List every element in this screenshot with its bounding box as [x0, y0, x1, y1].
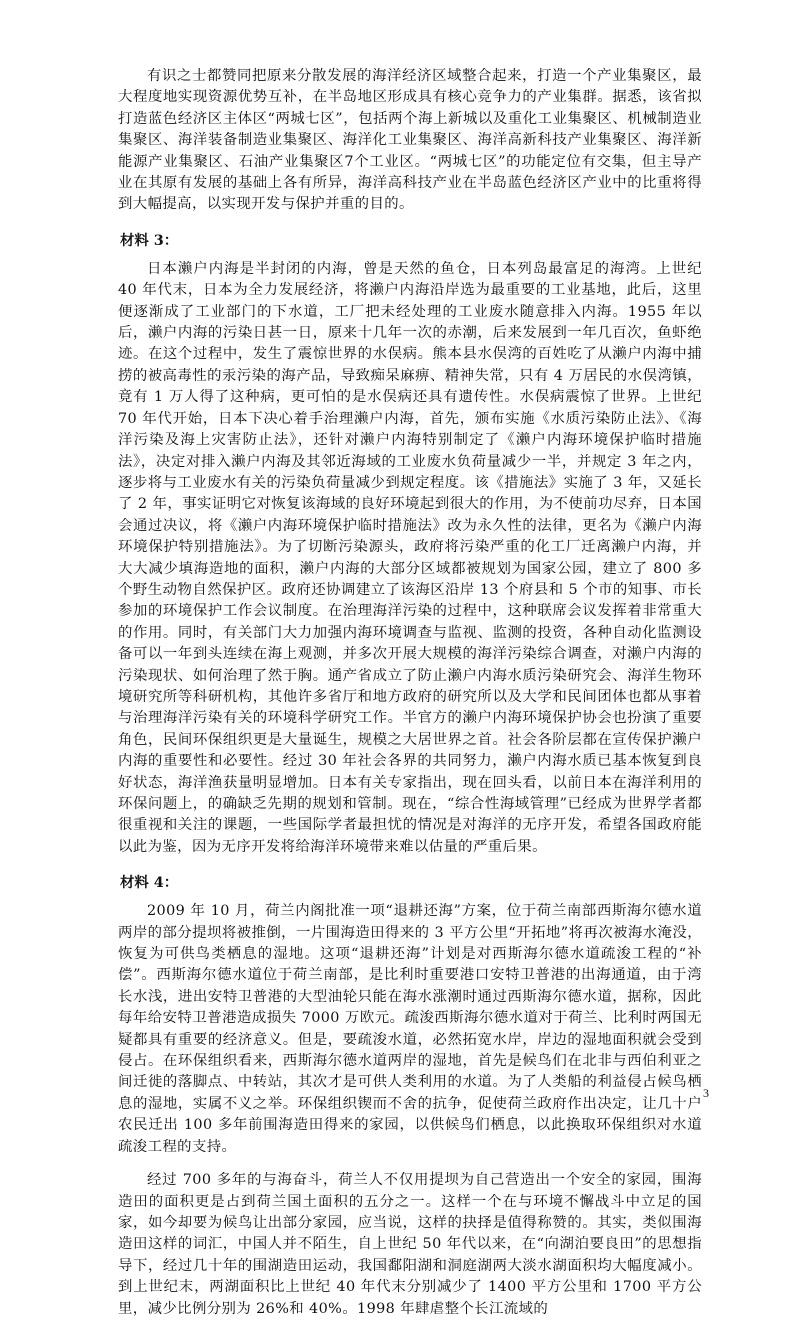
- paragraph-netherlands: 2009 年 10 月，荷兰内阁批准一项“退耕还海”方案，位于荷兰南部西斯海尔德水道两岸的部分提坝将被推倒，一片围海造田得来的 3 平方公里“开拓地”将再次被海水淹没，恢复为可供鸟类栖息的湿地。这项“退耕还海”计划是对西斯海尔德水道疏浚工程的“补偿”。西斯海尔德水道位于荷兰南部，是比利时重要港口安特卫普港的出海通道，由于湾长水浅，进出安特卫普港的大型油轮只能在海水涨潮时通过西斯海尔德水道，据称，因此每年给安特卫普港造成损失 7000 万欧元。疏浚西斯海尔德水道对于荷兰、比利时两国无疑都具有重要的经济意义。但是，要疏浚水道，必然拓宽水岸，岸边的湿地面积就会受到侵占。在环保组织看来，西斯海尔德水道两岸的湿地，首先是候鸟们在北非与西伯利亚之间迁徙的落脚点、中转站，其次才是可供人类利用的水道。为了人类船的利益侵占候鸟栖息的湿地，实属不义之举。环保组织锲而不舍的抗争，促使荷兰政府作出决定，让几十户农民迁出 100 多年前围海造田得来的家园，以供候鸟们栖息，以此换取环保组织对水道疏浚工程的支持。: [118, 903, 702, 1155]
- heading-material-4: 材料 4：: [120, 874, 179, 892]
- page-number: 3: [703, 1086, 709, 1100]
- paragraph-setonaikai: 日本濑户内海是半封闭的内海，曾是天然的鱼仓，日本列岛最富足的海湾。上世纪 40 年代末，日本为全力发展经济，将濑户内海沿岸选为最重要的工业基地，此后，这里便逐渐成了工业部门的下水道，工厂把未经处理的工业废水随意排入内海。1955 年以后，濑户内海的污染日甚一日，原来十几年一次的赤潮，后来发展到一年几百次，鱼虾绝迹。在这个过程中，发生了震惊世界的水俣病。熊本县水俣湾的百姓吃了从濑户内海中捕捞的被高毒性的汞污染的海产品，导致痴呆麻痹、精神失常，只有 4 万居民的水俣湾镇，竟有 1 万人得了这种病，更可怕的是水俣病还具有遗传性。水俣病震惊了世界。上世纪 70 年代开始，日本下决心着手治理濑户内海，首先，颁布实施《水质污染防止法》、《海洋污染及海上灾害防止法》，还针对濑户内海特别制定了《濑户内海环境保护临时措施法》，决定对排入濑户内海及其邻近海域的工业废水负荷量减少一半，并规定 3 年之内，逐步将与工业废水有关的污染负荷量减少到规定程度。该《措施法》实施了 3 年，又延长了 2 年，事实证明它对恢复该海域的良好环境起到很大的作用，为不使前功尽弃，日本国会通过决议，将《濑户内海环境保护临时措施法》改为永久性的法律，更名为《濑户内海环境保护特别措施法》。为了切断污染源头，政府将污染严重的化工厂迁离濑户内海，并大大减少填海造地的面积，濑户内海的大部分区域都被规划为国家公园，建立了 800 多个野生动物自然保护区。政府还协调建立了该海区沿岸 13 个府县和 5 个市的知事、市长参加的环境保护工作会议制度。在治理海洋污染的过程中，这种联席会议发挥着非常重大的作用。同时，有关部门大力加强内海环境调查与监视、监测的投资，各种自动化监测设备可以一年到头连续在海上观测，并多次开展大规模的海洋污染综合调查，对濑户内海的污染现状、如何治理了然于胸。通产省成立了防止濑户内海水质污染研究会、海洋生物环境研究所等科研机构，其他许多省厅和地方政府的研究所以及大学和民间团体也都从事着与治理海洋污染有关的环境科学研究工作。半官方的濑户内海环境保护协会也扮演了重要角色，民间环保组织更是大量诞生，规模之大居世界之首。社会各阶层都在宣传保护濑户内海的重要性和必要性。经过 30 年社会各界的共同努力，濑户内海水质已基本恢复到良好状态，海洋渔获量明显增加。日本有关专家指出，现在回头看，以前日本在海洋利用的环保问题上，的确缺乏先期的规划和管制。现在，“综合性海域管理”已经成为世界学者都很重视和关注的课题，一些国际学者最担忧的情况是对海洋的无序开发，希望各国政府能以此为鉴，因为无序开发将给海洋环境带来难以估量的严重后果。: [118, 260, 702, 855]
- paragraph-intro: 有识之士都赞同把原来分散发展的海洋经济区域整合起来，打造一个产业集聚区，最大程度地实现资源优势互补，在半岛地区形成具有核心竞争力的产业集群。据悉，该省拟打造蓝色经济区主体区“两城七区”，包括两个海上新城以及重化工业集聚区、机械制造业集聚区、海洋装备制造业集聚区、海洋化工业集聚区、海洋高新科技产业集聚区、海洋新能源产业集聚区、石油产业集聚区7个工业区。“两城七区”的功能定位有交集，但主导产业在其原有发展的基础上各有所异，海洋高科技产业在半岛蓝色经济区产业中的比重将得到大幅提高，以实现开发与保护并重的目的。: [118, 68, 702, 213]
- heading-material-3: 材料 3：: [120, 231, 179, 249]
- paragraph-gap: [118, 1158, 702, 1170]
- paragraph-reclamation: 经过 700 多年的与海奋斗，荷兰人不仅用提坝为自己营造出一个安全的家园，围海造田的面积更是占到荷兰国土面积的五分之一。这样一个在与环境不懈战斗中立足的国家，如今却要为候鸟让出部分家园，应当说，这样的抉择是值得称赞的。其实，类似围海造田这样的词汇，中国人并不陌生，自上世纪 50 年代以来，在“向湖泊要良田”的思想指导下，经过几十年的围湖造田运动，我国鄱阳湖和洞庭湖两大淡水湖面积均大幅度减小。到上世纪末，两湖面积比上世纪 40 年代末分别减少了 1400 平方公里和 1700 平方公里，减少比例分别为 26%和 40%。1998 年肆虐整个长江流域的: [118, 1172, 702, 1317]
